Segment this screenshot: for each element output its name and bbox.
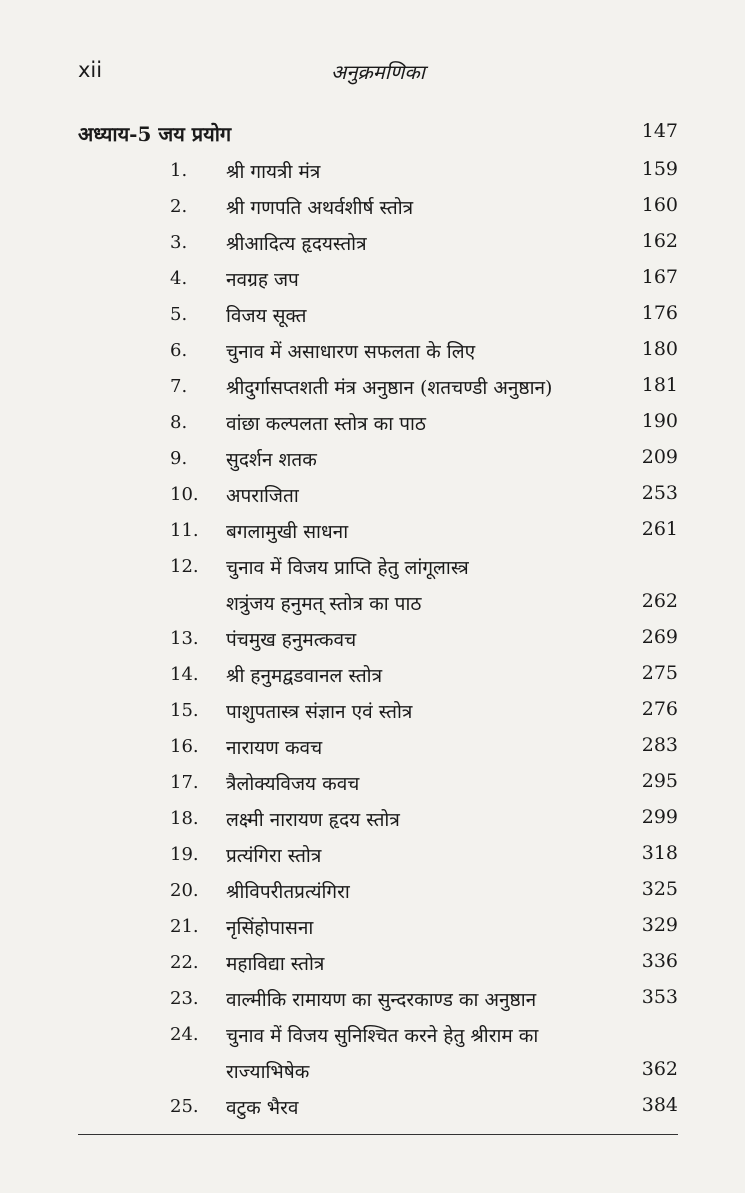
toc-entry [0, 768, 745, 804]
toc-entry [0, 984, 745, 1020]
entry-title: वटुक भैरव [226, 1097, 299, 1119]
entry-title: श्री गायत्री मंत्र [226, 161, 321, 183]
toc-entry [0, 1092, 745, 1128]
entry-title: नृसिंहोपासना [226, 917, 314, 939]
entry-page-number: 275 [641, 662, 678, 684]
entry-number: 15. [170, 700, 199, 721]
toc-entry [0, 876, 745, 912]
entry-page-number: 276 [641, 698, 678, 720]
entry-title: श्री हनुमद्वडवानल स्तोत्र [226, 665, 383, 687]
entry-title: श्री गणपति अथर्वशीर्ष स्तोत्र [226, 197, 414, 219]
entry-number: 17. [170, 772, 199, 793]
entry-page-number: 336 [641, 950, 678, 972]
entry-title: नारायण कवच [226, 737, 323, 759]
toc-entry [0, 264, 745, 300]
entry-number: 8. [170, 412, 188, 433]
entry-title: सुदर्शन शतक [226, 449, 317, 471]
entry-number: 4. [170, 268, 188, 289]
entry-page-number: 181 [641, 374, 678, 396]
toc-entry [0, 300, 745, 336]
toc-entry [0, 336, 745, 372]
chapter-page-number: 147 [641, 120, 678, 142]
entry-page-number: 180 [641, 338, 678, 360]
entry-page-number: 162 [641, 230, 678, 252]
entry-number: 21. [170, 916, 199, 937]
toc-entry [0, 840, 745, 876]
entry-title: वाल्मीकि रामायण का सुन्दरकाण्ड का अनुष्ठान [226, 989, 537, 1011]
toc-entry [0, 444, 745, 480]
toc-entry [0, 228, 745, 264]
entry-page-number: 190 [641, 410, 678, 432]
entry-title: चुनाव में विजय प्राप्ति हेतु लांगूलास्त्र [226, 557, 469, 579]
toc-entry [0, 732, 745, 768]
running-title: अनुक्रमणिका [331, 60, 425, 84]
entry-number: 1. [170, 160, 188, 181]
toc-list [0, 156, 745, 1128]
toc-entry [0, 696, 745, 732]
entry-page-number: 262 [641, 590, 678, 612]
entry-number: 7. [170, 376, 188, 397]
toc-entry [0, 156, 745, 192]
entry-number: 14. [170, 664, 199, 685]
entry-page-number: 261 [641, 518, 678, 540]
entry-title: प्रत्यंगिरा स्तोत्र [226, 845, 322, 867]
entry-page-number: 329 [641, 914, 678, 936]
entry-number: 22. [170, 952, 199, 973]
toc-entry [0, 372, 745, 408]
entry-number: 18. [170, 808, 199, 829]
entry-number: 23. [170, 988, 199, 1009]
entry-page-number: 362 [641, 1058, 678, 1080]
entry-number: 3. [170, 232, 188, 253]
entry-number: 5. [170, 304, 188, 325]
entry-page-number: 209 [641, 446, 678, 468]
entry-number: 20. [170, 880, 199, 901]
entry-page-number: 176 [641, 302, 678, 324]
entry-page-number: 299 [641, 806, 678, 828]
entry-title: श्रीदुर्गासप्तशती मंत्र अनुष्ठान (शतचण्डी अनुष्ठान) [226, 377, 553, 399]
entry-title: चुनाव में असाधारण सफलता के लिए [226, 341, 476, 363]
entry-number: 12. [170, 556, 199, 577]
entry-title: पंचमुख हनुमत्कवच [226, 629, 357, 651]
toc-entry [0, 804, 745, 840]
entry-number: 25. [170, 1096, 199, 1117]
entry-title: अपराजिता [226, 485, 299, 507]
entry-page-number: 253 [641, 482, 678, 504]
entry-page-number: 318 [641, 842, 678, 864]
entry-page-number: 167 [641, 266, 678, 288]
footer-rule [78, 1134, 678, 1135]
entry-page-number: 384 [641, 1094, 678, 1116]
entry-title: पाशुपतास्त्र संज्ञान एवं स्तोत्र [226, 701, 413, 723]
toc-entry [0, 408, 745, 444]
entry-title: नवग्रह जप [226, 269, 299, 291]
entry-title: महाविद्या स्तोत्र [226, 953, 325, 975]
chapter-label: अध्याय-5 जय प्रयोग [78, 122, 232, 146]
entry-title: श्रीविपरीतप्रत्यंगिरा [226, 881, 350, 903]
entry-page-number: 159 [641, 158, 678, 180]
entry-title-continued: शत्रुंजय हनुमत् स्तोत्र का पाठ [226, 593, 422, 615]
entry-page-number: 325 [641, 878, 678, 900]
toc-entry [0, 516, 745, 552]
page-header [78, 58, 678, 88]
entry-title: विजय सूक्त [226, 305, 307, 327]
toc-entry [0, 660, 745, 696]
entry-page-number: 283 [641, 734, 678, 756]
entry-page-number: 160 [641, 194, 678, 216]
entry-number: 9. [170, 448, 188, 469]
entry-number: 10. [170, 484, 199, 505]
chapter-heading [78, 120, 678, 152]
toc-entry [0, 552, 745, 624]
entry-number: 2. [170, 196, 188, 217]
entry-number: 11. [170, 520, 199, 541]
toc-entry [0, 948, 745, 984]
toc-entry [0, 624, 745, 660]
toc-entry [0, 192, 745, 228]
entry-page-number: 295 [641, 770, 678, 792]
page-number: xii [78, 58, 103, 82]
toc-entry [0, 480, 745, 516]
entry-title: श्रीआदित्य हृदयस्तोत्र [226, 233, 367, 255]
entry-title: चुनाव में विजय सुनिश्चित करने हेतु श्रीराम का [226, 1025, 539, 1047]
entry-number: 19. [170, 844, 199, 865]
toc-entry [0, 1020, 745, 1092]
entry-number: 13. [170, 628, 199, 649]
entry-title: बगलामुखी साधना [226, 521, 349, 543]
entry-page-number: 353 [641, 986, 678, 1008]
entry-number: 16. [170, 736, 199, 757]
entry-title: लक्ष्मी नारायण हृदय स्तोत्र [226, 809, 400, 831]
entry-number: 24. [170, 1024, 199, 1045]
entry-title-continued: राज्याभिषेक [226, 1061, 310, 1083]
entry-title: वांछा कल्पलता स्तोत्र का पाठ [226, 413, 426, 435]
entry-page-number: 269 [641, 626, 678, 648]
toc-entry [0, 912, 745, 948]
entry-number: 6. [170, 340, 188, 361]
entry-title: त्रैलोक्यविजय कवच [226, 773, 360, 795]
